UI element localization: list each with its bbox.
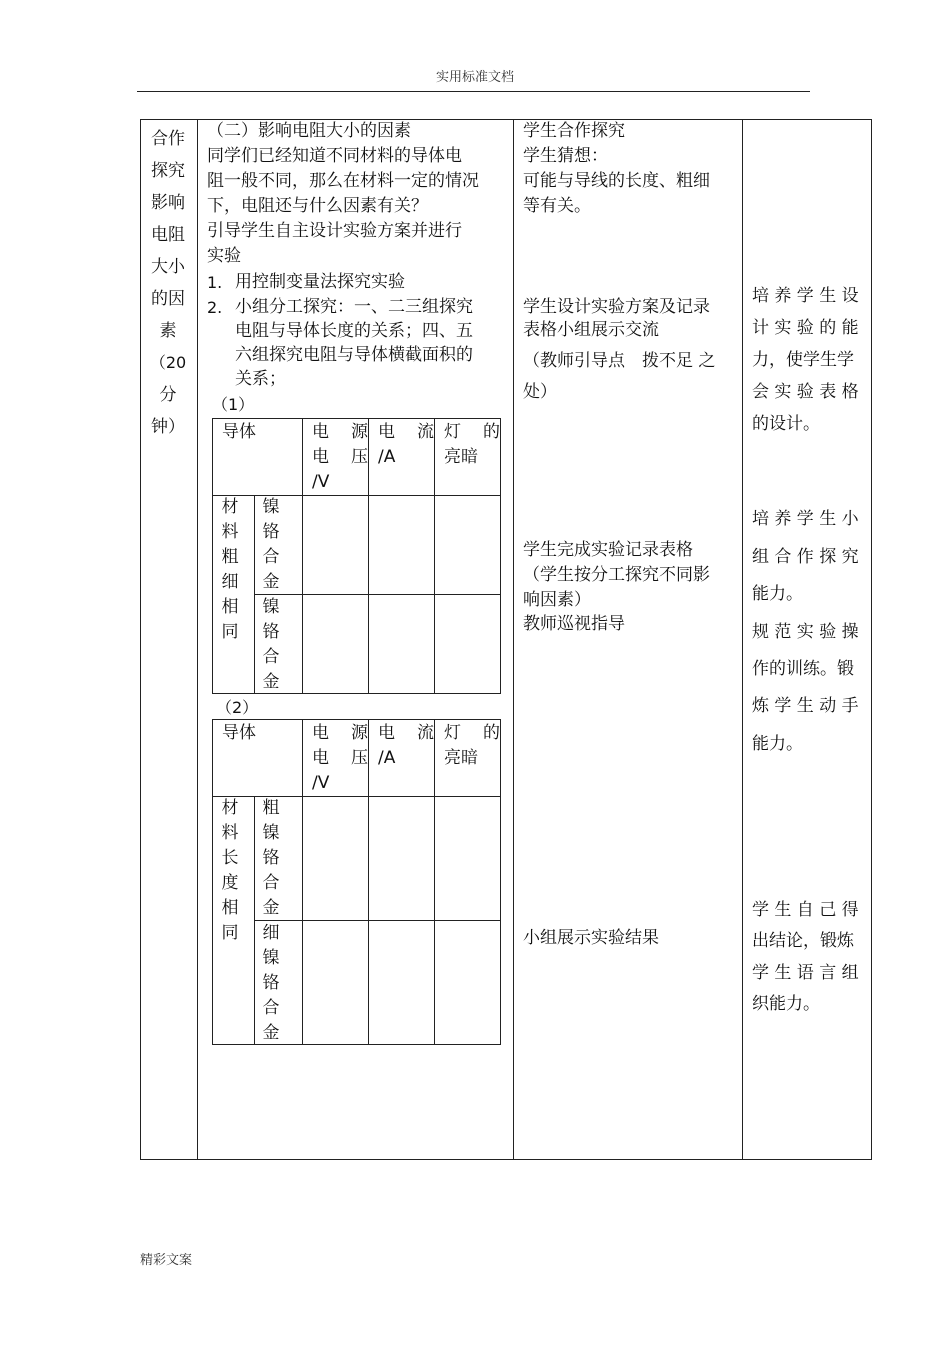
student-activity-line: 学生完成实验记录表格 <box>523 540 693 560</box>
list-item: 六组探究电阻与导体横截面积的 <box>235 345 473 365</box>
intent-line: 的设计。 <box>752 414 820 434</box>
student-activity-line: 小组展示实验结果 <box>523 928 659 948</box>
list-item: 电阻与导体长度的关系；四、五 <box>235 321 473 341</box>
page-header: 实用标准文档 <box>435 70 514 85</box>
student-activity-line: 学生设计实验方案及记录 <box>523 297 710 317</box>
table-label: （1） <box>212 395 255 414</box>
group-label: 材料长度相同 <box>221 798 239 943</box>
experiment-table-2 <box>212 719 501 1045</box>
row-label: 粗镍铬合金 <box>262 798 280 918</box>
intro-line: 实验 <box>207 246 241 266</box>
list-item: 用控制变量法探究实验 <box>235 272 405 292</box>
student-activity-line: 可能与导线的长度、粗细 <box>523 171 710 191</box>
intro-line: 引导学生自主设计实验方案并进行 <box>207 221 462 241</box>
header-conductor: 导体 <box>222 723 256 743</box>
column-divider-2 <box>513 119 514 1160</box>
row-label: 镍铬合金 <box>262 597 280 692</box>
stage-line: 合作 <box>151 129 185 149</box>
header-voltage: 电 源 <box>312 723 368 743</box>
intro-line: 同学们已经知道不同材料的导体电 <box>207 146 462 166</box>
stage-line: 电阻 <box>151 225 185 245</box>
intent-line: 能力。 <box>752 584 803 604</box>
list-item: 小组分工探究：一、二三组探究 <box>235 297 473 317</box>
header-light: 灯 的 <box>444 422 500 442</box>
intent-line: 学 生 语 言 组 <box>752 963 859 983</box>
header-voltage: 电 源 <box>312 422 368 442</box>
group-label: 材料粗细相同 <box>221 497 239 642</box>
student-activity-line: 学生合作探究 <box>523 121 625 141</box>
header-voltage: 电 压 <box>312 748 368 768</box>
header-conductor: 导体 <box>222 422 256 442</box>
intent-line: 炼 学 生 动 手 <box>752 696 859 716</box>
stage-line: 分 <box>159 385 177 405</box>
intent-line: 会 实 验 表 格 <box>752 382 859 402</box>
header-current: 电 流 <box>378 723 434 743</box>
column-divider-3 <box>742 119 743 1160</box>
header-current: /A <box>378 748 396 768</box>
list-item: 关系； <box>235 369 286 389</box>
intent-line: 学 生 自 己 得 <box>752 900 859 920</box>
intro-line: 下，电阻还与什么因素有关？ <box>207 196 428 216</box>
intent-line: 力，使学生学 <box>752 350 854 370</box>
header-divider <box>137 91 810 92</box>
intent-line: 作的训练。锻 <box>752 659 854 679</box>
header-voltage: /V <box>312 773 330 793</box>
header-current: /A <box>378 447 396 467</box>
column-divider-1 <box>197 119 198 1160</box>
intent-line: 计 实 验 的 能 <box>752 318 859 338</box>
header-light: 亮暗 <box>444 447 478 467</box>
intent-line: 规 范 实 验 操 <box>752 622 859 642</box>
experiment-table-1 <box>212 418 501 694</box>
intent-line: 培 养 学 生 设 <box>752 286 859 306</box>
row-label: 镍铬合金 <box>262 497 280 592</box>
stage-line: 大小 <box>151 257 185 277</box>
student-activity-line: 学生猜想： <box>523 146 608 166</box>
table-label: （2） <box>216 698 259 717</box>
header-voltage: /V <box>312 472 330 492</box>
row-label: 细镍铬合金 <box>262 923 280 1043</box>
list-number: 1. <box>207 273 223 292</box>
list-number: 2. <box>207 298 223 317</box>
stage-line: 探究 <box>151 161 185 181</box>
header-current: 电 流 <box>378 422 434 442</box>
student-activity-line: 响因素） <box>523 590 591 610</box>
student-activity-line: 表格小组展示交流 <box>523 320 659 340</box>
stage-line: 钟） <box>151 417 185 437</box>
student-activity-line: （教师引导点 拨不足 之 <box>523 351 716 371</box>
stage-line: （20 <box>149 353 187 372</box>
intent-line: 组 合 作 探 究 <box>752 547 859 567</box>
student-activity-line: 等有关。 <box>523 196 591 216</box>
page-footer: 精彩文案 <box>140 1253 193 1268</box>
stage-column <box>142 123 194 443</box>
stage-line: 影响 <box>151 193 185 213</box>
intent-line: 出结论，锻炼 <box>752 931 854 951</box>
header-voltage: 电 压 <box>312 447 368 467</box>
student-activity-line: 处） <box>523 382 557 402</box>
student-activity-line: （学生按分工探究不同影 <box>523 565 710 585</box>
intent-line: 能力。 <box>752 734 803 754</box>
intent-line: 织能力。 <box>752 994 820 1014</box>
intent-line: 培 养 学 生 小 <box>752 509 859 529</box>
stage-line: 素 <box>159 321 177 341</box>
intro-line: 阻一般不同，那么在材料一定的情况 <box>207 171 479 191</box>
header-light: 亮暗 <box>444 748 478 768</box>
student-activity-line: 教师巡视指导 <box>523 614 625 634</box>
header-light: 灯 的 <box>444 723 500 743</box>
stage-line: 的因 <box>151 289 185 309</box>
section-heading: （二）影响电阻大小的因素 <box>207 121 411 141</box>
